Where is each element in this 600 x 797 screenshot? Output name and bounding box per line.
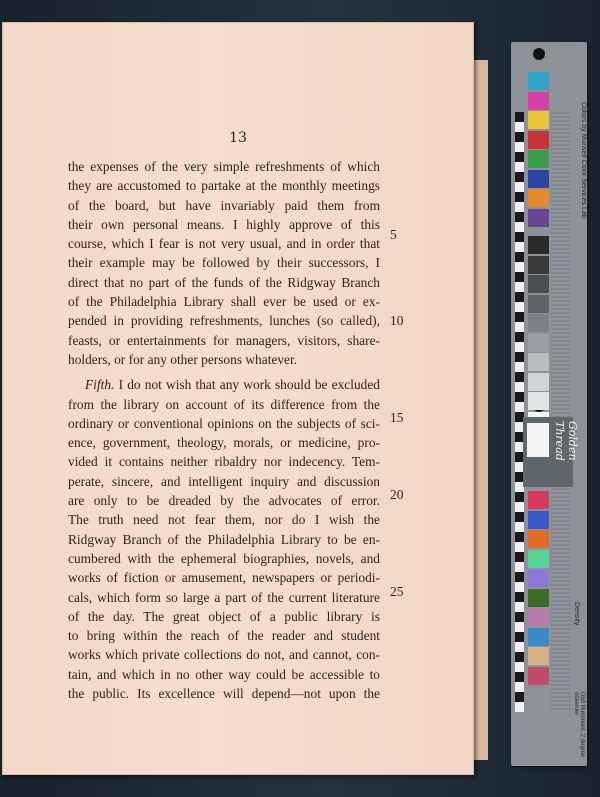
text-line: from the library on account of its difference from the [68,396,380,412]
color-calibration-target [511,42,587,766]
target-value-column [551,112,571,712]
text-line: pended in providing refreshments, lunches (so called), [68,313,380,329]
body-text [68,157,380,703]
text-line: works of fiction or amusement, newspapers or periodi- [68,570,380,586]
text-line: the expenses of the very simple refreshments of which [68,159,380,174]
text-line: are only to be dreaded by the advocates of error. [68,493,380,509]
text-line: ence, government, theology, morals, or medicine, pro- [68,435,380,451]
color-patch [528,256,549,274]
text-line: vided it contains neither ribaldry nor indecency. Tem- [68,454,380,470]
text-line: tain, and which in no other way could be accessible to [68,666,380,682]
color-patch [528,170,549,188]
color-patch [528,491,549,509]
color-patch [528,511,549,529]
page-number: 13 [229,130,247,146]
color-patch [528,334,549,352]
golden-thread-logo [523,417,579,487]
text-line: they are accustomed to partake at the monthly meetings [68,178,380,194]
text-line: works which private collections do not, and cannot, con- [68,647,380,663]
color-patch [528,589,549,607]
text-line: ordinary or conventional opinions on the subjects of sci- [68,415,380,431]
illuminant-label: D50 Illuminant, 2 degree observer [573,692,585,758]
color-patch [528,295,549,313]
color-patch [528,131,549,149]
text-line: perate, sincere, and intelligent inquiry and discussion [68,473,380,489]
color-patch [528,569,549,587]
text-line: of the board, but have invariably paid them from [68,197,380,213]
text-line: to bring within the reach of the reader and student [68,628,380,644]
text-line: holders, or for any other persons whatever. [68,351,298,367]
page-edge [472,60,488,760]
paragraph-first-rest: I do not wish that any work should be excluded [114,377,380,393]
text-line: their example may be followed by their successors, I [68,255,380,271]
color-patch [528,353,549,371]
color-patch [528,275,549,293]
color-patch [528,72,549,90]
color-patch [528,667,549,685]
text-line: cals, which form so large a part of the current literature [68,589,380,605]
color-patch [528,647,549,665]
text-line: Ridgway Branch of the Philadelphia Library to be en- [68,531,380,547]
color-patch [528,111,549,129]
line-number-10: 10 [390,313,404,328]
text-line: direct that no part of the funds of the Ridgway Branch [68,274,380,290]
line-number-20: 20 [390,487,404,502]
color-patch [528,209,549,227]
color-patch [528,314,549,332]
color-patch [528,92,549,110]
target-brand-text: Colors by Munsell Color Services Lab [580,102,587,219]
color-patch [528,189,549,207]
color-patch [528,608,549,626]
color-patch [528,628,549,646]
text-line: cumbered with the ephemeral biographies, novels, and [68,550,380,566]
target-scale-bar [515,112,524,712]
line-number-15: 15 [390,410,404,425]
logo-text: Golden Thread [553,421,579,461]
text-line: their own personal means. I highly approve of this [68,216,380,232]
text-line: course, which I fear is not very usual, and in order that [68,236,380,252]
line-number-25: 25 [390,584,404,599]
text-line: of the day. The great object of a public library is [68,608,380,624]
color-patch [528,530,549,548]
logo-chart-icon [527,423,549,457]
text-line: of the Philadelphia Library shall ever be used or ex- [68,294,380,310]
paragraph-lead: Fifth. [85,377,115,393]
color-patch [528,373,549,391]
paragraph-first-line [68,375,380,394]
color-patch [528,550,549,568]
target-hole-top [533,48,545,60]
book-page [2,22,474,775]
color-patch [528,236,549,254]
line-number-5: 5 [390,227,397,242]
text-line: the public. Its excellence will depend—not upon the [68,686,380,702]
text-line: The truth need not fear them, nor do I wish the [68,512,380,528]
density-label: Density [573,602,580,626]
text-line: feasts, or entertainments for managers, visitors, share- [68,332,380,348]
color-patch [528,150,549,168]
color-patch [528,392,549,410]
